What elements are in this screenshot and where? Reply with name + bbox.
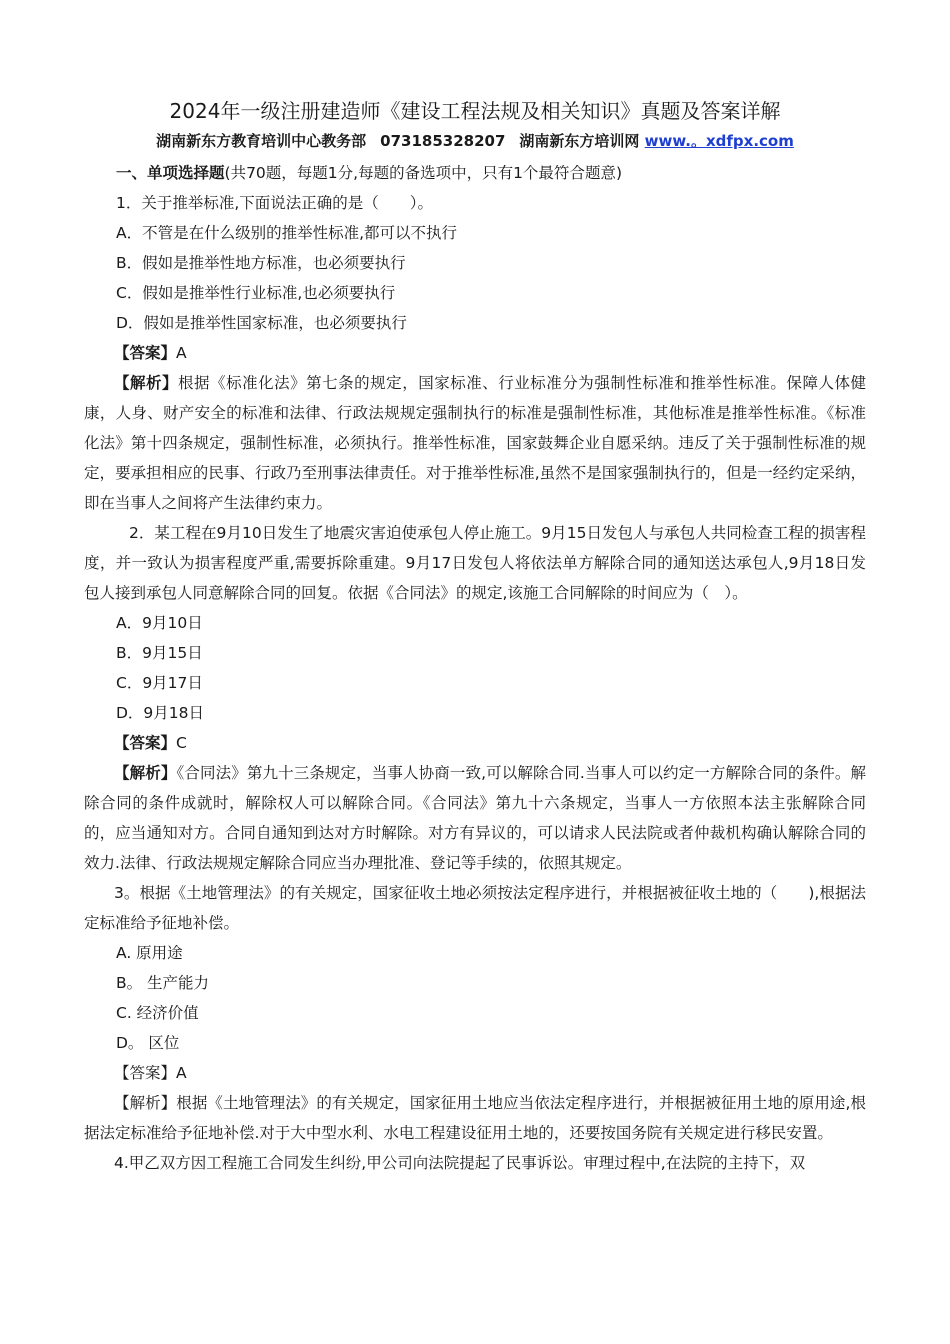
section-heading xyxy=(84,158,866,188)
analysis-label: 【解析】 xyxy=(114,374,179,392)
option-c: C. 经济价值 xyxy=(116,1004,199,1022)
option-a: A. 原用途 xyxy=(116,944,183,962)
analysis-label: 【解析】 xyxy=(114,764,177,782)
option-c: C．9月17日 xyxy=(116,674,203,692)
analysis-paragraph xyxy=(84,1088,866,1148)
analysis-label: 【解析】 xyxy=(114,1094,177,1112)
option-c: C．假如是推举性行业标准,也必须要执行 xyxy=(116,284,396,302)
section-note: (共70题，每题1分,每题的备选项中，只有1个最符合题意) xyxy=(224,164,622,182)
option-a: A．不管是在什么级别的推举性标准,都可以不执行 xyxy=(116,224,458,242)
analysis-paragraph xyxy=(84,758,866,878)
phone-number: 073185328207 xyxy=(380,132,506,150)
answer-line xyxy=(84,338,866,368)
analysis-text: 根据《土地管理法》的有关规定，国家征用土地应当依法定程序进行，并根据被征用土地的原用途,根据法定标准给予征地补偿.对于大中型水利、水电工程建设征用土地的，还要按国务院有关规定进行移民安置。 xyxy=(84,1094,866,1142)
analysis-text: 根据《标准化法》第七条的规定，国家标准、行业标准分为强制性标准和推举性标准。保障人体健康，人身、财产安全的标准和法律、行政法规规定强制执行的标准是强制性标准，其他标准是推举性标准。《标准化法》第十四条规定，强制性标准，必须执行。推举性标准，国家鼓舞企业自愿采纳。违反了关于强制性标准的规定，要承担相应的民事、行政乃至刑事法律责任。对于推举性标准,虽然不是国家强制执行的，但是一经约定采纳，即在当事人之间将产生法律约束力。 xyxy=(84,374,866,512)
document-body xyxy=(84,158,866,1178)
answer-line xyxy=(84,728,866,758)
question-stem: 3。根据《土地管理法》的有关规定，国家征收土地必须按法定程序进行，并根据被征收土地的（ ),根据法定标准给予征地补偿。 xyxy=(84,884,866,932)
option-a: A．9月10日 xyxy=(116,614,203,632)
org-name: 湖南新东方教育培训中心教务部 xyxy=(156,132,367,150)
analysis-paragraph xyxy=(84,368,866,518)
page-title: 2024年一级注册建造师《建设工程法规及相关知识》真题及答案详解 xyxy=(169,99,781,123)
section-label: 一、单项选择题 xyxy=(116,164,225,182)
answer-value: C xyxy=(176,734,187,752)
option-b: B．假如是推举性地方标准，也必须要执行 xyxy=(116,254,406,272)
answer-label: 【答案】 xyxy=(114,1064,177,1082)
website-link[interactable]: www.。xdfpx.com xyxy=(644,132,794,150)
question-stem: 4.甲乙双方因工程施工合同发生纠纷,甲公司向法院提起了民事诉讼。审理过程中,在法院的主持下，双 xyxy=(114,1154,806,1172)
site-name: 湖南新东方培训网 xyxy=(519,132,640,150)
question-stem: 1．关于推举标准,下面说法正确的是（ ）。 xyxy=(116,194,434,212)
option-d: D．9月18日 xyxy=(116,704,205,722)
answer-value: A xyxy=(176,344,187,362)
option-b: B。 生产能力 xyxy=(116,974,210,992)
answer-label: 【答案】 xyxy=(114,344,177,362)
answer-line xyxy=(84,1058,866,1088)
answer-label: 【答案】 xyxy=(114,734,177,752)
option-d: D．假如是推举性国家标准，也必须要执行 xyxy=(116,314,407,332)
option-b: B．9月15日 xyxy=(116,644,203,662)
option-d: D。 区位 xyxy=(116,1034,180,1052)
header-contact-line xyxy=(0,130,950,152)
analysis-text: 《合同法》第九十三条规定，当事人协商一致,可以解除合同.当事人可以约定一方解除合同的条件。解除合同的条件成就时，解除权人可以解除合同。《合同法》第九十六条规定，当事人一方依照本法主张解除合同的，应当通知对方。合同自通知到达对方时解除。对方有异议的，可以请求人民法院或者仲裁机构确认解除合同的效力.法律、行政法规规定解除合同应当办理批准、登记等手续的，依照其规定。 xyxy=(84,764,866,872)
answer-value: A xyxy=(176,1064,187,1082)
question-stem: 2．某工程在9月10日发生了地震灾害迫使承包人停止施工。9月15日发包人与承包人共同检查工程的损害程度，并一致认为损害程度严重,需要拆除重建。9月17日发包人将依法单方解除合同的通知送达承包人,9月18日发包人接到承包人同意解除合同的回复。依据《合同法》的规定,该施工合同解除的时间应为（ ）。 xyxy=(84,524,866,602)
